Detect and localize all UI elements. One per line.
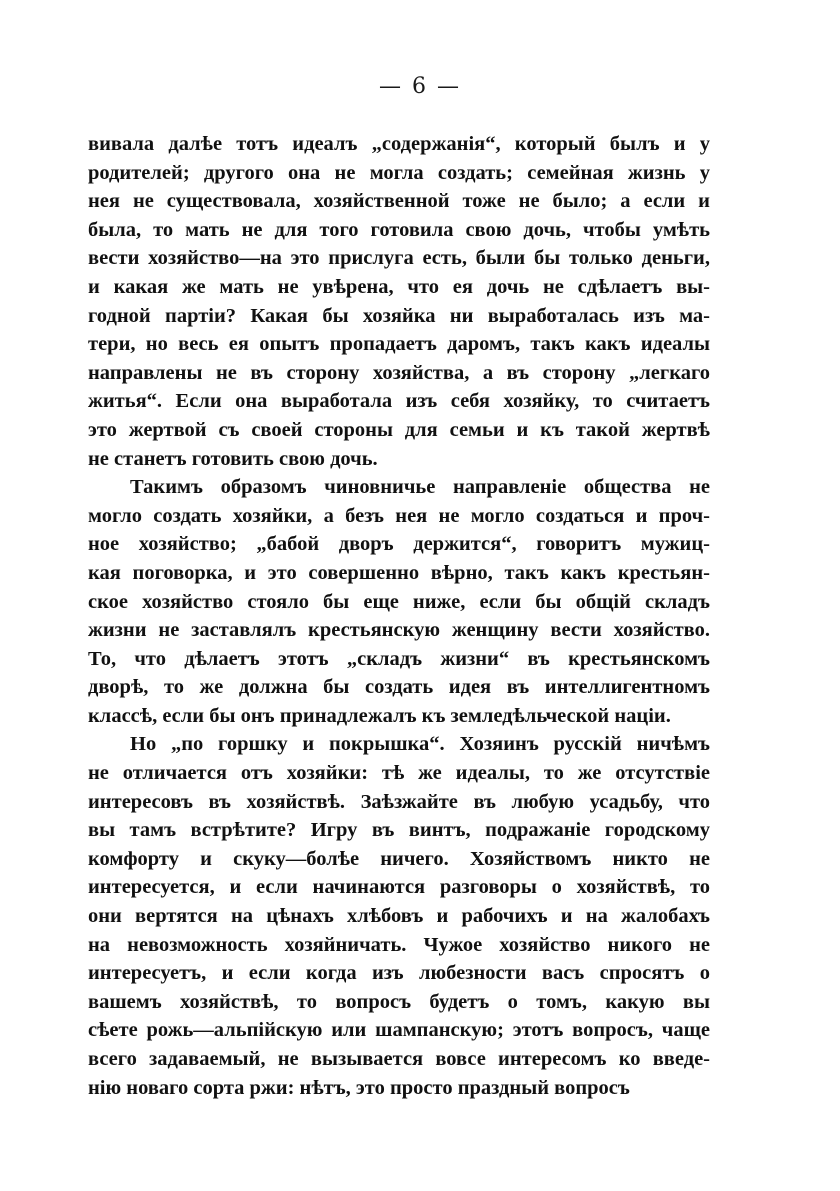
- text-line: классѣ, если бы онъ принадлежалъ къ земледѣльческой націи.: [88, 704, 671, 727]
- text-line: годной партіи? Какая бы хозяйка ни выработалась изъ ма-: [88, 304, 710, 327]
- text-line: не отличается отъ хозяйки: тѣ же идеалы, то же отсутствіе: [88, 762, 710, 785]
- text-line: вы тамъ встрѣтите? Игру въ винтъ, подражаніе городскому: [88, 819, 710, 842]
- text-line: могло создать хозяйки, а безъ нея не могло создаться и проч-: [88, 504, 710, 527]
- text-line: жизни не заставлялъ крестьянскую женщину вести хозяйство.: [88, 619, 710, 642]
- text-line: не станетъ готовить свою дочь.: [88, 447, 378, 470]
- text-line: житья“. Если она выработала изъ себя хозяйку, то считаетъ: [88, 390, 710, 413]
- paragraph: [88, 730, 710, 1102]
- text-line: нея не существовала, хозяйственной тоже не было; а если и: [88, 190, 710, 213]
- body-text: [88, 130, 710, 1102]
- text-line: они вертятся на цѣнахъ хлѣбовъ и рабочихъ и на жалобахъ: [88, 905, 710, 928]
- text-line: родителей; другого она не могла создать; семейная жизнь у: [88, 161, 710, 184]
- text-line: ское хозяйство стояло бы еще ниже, если бы общій складъ: [88, 590, 710, 613]
- text-line: Такимъ образомъ чиновничье направленіе общества не: [130, 476, 710, 499]
- text-line: То, что дѣлаетъ этотъ „складъ жизни“ въ крестьянскомъ: [88, 647, 710, 670]
- text-line: это жертвой съ своей стороны для семьи и къ такой жертвѣ: [88, 418, 710, 441]
- text-line: вашемъ хозяйствѣ, то вопросъ будетъ о томъ, какую вы: [88, 990, 710, 1013]
- paragraph: [88, 130, 710, 473]
- text-line: вести хозяйство—на это прислуга есть, были бы только деньги,: [88, 247, 710, 270]
- page-number: — 6 —: [379, 74, 461, 99]
- text-line: Но „по горшку и покрышка“. Хозяинъ русскій ничѣмъ: [130, 733, 710, 756]
- text-line: интересуется, и если начинаются разговоры о хозяйствѣ, то: [88, 876, 710, 899]
- text-line: была, то мать не для того готовила свою дочь, чтобы умѣть: [88, 218, 710, 241]
- paragraph: [88, 473, 710, 730]
- text-line: и какая же мать не увѣрена, что ея дочь не сдѣлаетъ вы-: [88, 275, 710, 298]
- text-line: вивала далѣе тотъ идеалъ „содержанія“, который былъ и у: [88, 133, 710, 155]
- text-line: кая поговорка, и это совершенно вѣрно, такъ какъ крестьян-: [88, 561, 710, 584]
- text-line: нію новаго сорта ржи: нѣтъ, это просто праздный вопросъ: [88, 1076, 630, 1099]
- text-line: ное хозяйство; „бабой дворъ держится“, говоритъ мужиц-: [88, 533, 710, 556]
- text-line: сѣете рожь—альпійскую или шампанскую; этотъ вопросъ, чаще: [88, 1019, 710, 1042]
- text-line: на невозможность хозяйничать. Чужое хозяйство никого не: [88, 933, 710, 956]
- text-line: дворѣ, то же должна бы создать идея въ интеллигентномъ: [88, 676, 710, 699]
- text-line: всего задаваемый, не вызывается вовсе интересомъ ко введе-: [88, 1048, 710, 1070]
- text-line: тери, но весь ея опытъ пропадаетъ даромъ, такъ какъ идеалы: [88, 333, 710, 356]
- text-line: интересуетъ, и если когда изъ любезности васъ спросятъ о: [88, 962, 710, 985]
- text-line: направлены не въ сторону хозяйства, а въ сторону „легкаго: [88, 361, 710, 384]
- text-line: комфорту и скуку—болѣе ничего. Хозяйствомъ никто не: [88, 847, 710, 870]
- text-line: интересовъ въ хозяйствѣ. Заѣзжайте въ любую усадьбу, что: [88, 790, 710, 813]
